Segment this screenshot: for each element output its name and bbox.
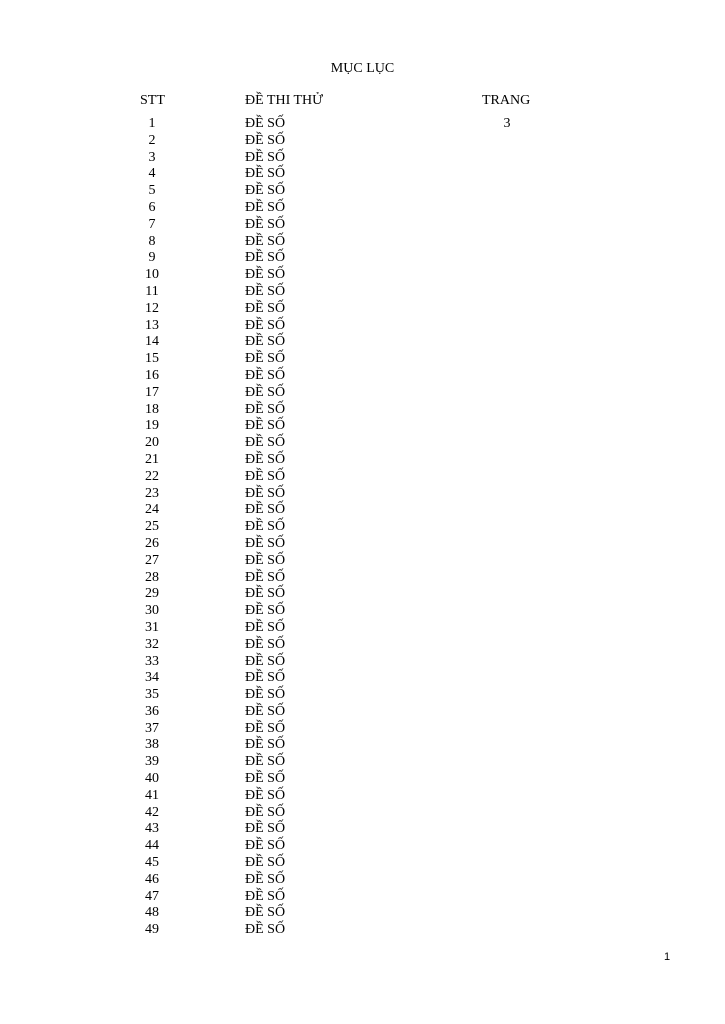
row-stt: 30 bbox=[145, 603, 159, 619]
row-stt: 3 bbox=[148, 149, 156, 165]
row-exam-label: ĐỀ SỐ bbox=[245, 384, 286, 400]
row-exam-label: ĐỀ SỐ bbox=[245, 435, 286, 451]
row-exam-label: ĐỀ SỐ bbox=[245, 703, 286, 719]
table-row bbox=[0, 889, 725, 906]
table-row bbox=[0, 402, 725, 419]
row-exam-label: ĐỀ SỐ bbox=[245, 871, 286, 887]
table-row bbox=[0, 368, 725, 385]
table-row bbox=[0, 737, 725, 754]
row-stt: 45 bbox=[145, 855, 159, 871]
row-exam-label: ĐỀ SỐ bbox=[245, 905, 286, 921]
table-row bbox=[0, 805, 725, 822]
row-stt: 29 bbox=[145, 586, 159, 602]
row-exam-label: ĐỀ SỐ bbox=[245, 351, 286, 367]
row-stt: 39 bbox=[145, 754, 159, 770]
page-title bbox=[0, 60, 725, 78]
table-row bbox=[0, 721, 725, 738]
table-row bbox=[0, 586, 725, 603]
row-stt: 46 bbox=[145, 871, 159, 887]
title-text: MỤC LỤC bbox=[330, 61, 395, 76]
table-row bbox=[0, 267, 725, 284]
row-exam-label: ĐỀ SỐ bbox=[245, 317, 286, 333]
row-exam-label: ĐỀ SỐ bbox=[245, 451, 286, 467]
table-row bbox=[0, 838, 725, 855]
row-stt: 26 bbox=[145, 535, 159, 551]
table-row bbox=[0, 166, 725, 183]
row-exam-label: ĐỀ SỐ bbox=[245, 132, 286, 148]
row-exam-label: ĐỀ SỐ bbox=[245, 754, 286, 770]
table-row bbox=[0, 351, 725, 368]
table-row bbox=[0, 603, 725, 620]
table-row bbox=[0, 334, 725, 351]
row-stt: 20 bbox=[145, 435, 159, 451]
table-row bbox=[0, 385, 725, 402]
row-stt: 27 bbox=[145, 552, 159, 568]
table-row bbox=[0, 553, 725, 570]
row-stt: 49 bbox=[145, 922, 159, 938]
row-exam-label: ĐỀ SỐ bbox=[245, 771, 286, 787]
table-row bbox=[0, 670, 725, 687]
row-stt: 38 bbox=[145, 737, 159, 753]
table-row bbox=[0, 687, 725, 704]
row-exam-label: ĐỀ SỐ bbox=[245, 216, 286, 232]
row-stt: 8 bbox=[148, 233, 156, 249]
table-row bbox=[0, 418, 725, 435]
row-exam-label: ĐỀ SỐ bbox=[245, 166, 286, 182]
row-stt: 37 bbox=[145, 720, 159, 736]
table-row bbox=[0, 183, 725, 200]
table-row bbox=[0, 452, 725, 469]
row-stt: 40 bbox=[145, 771, 159, 787]
table-row bbox=[0, 301, 725, 318]
row-exam-label: ĐỀ SỐ bbox=[245, 485, 286, 501]
row-exam-label: ĐỀ SỐ bbox=[245, 468, 286, 484]
row-page: 3 bbox=[503, 116, 511, 131]
table-row bbox=[0, 872, 725, 889]
table-row bbox=[0, 637, 725, 654]
row-stt: 21 bbox=[145, 451, 159, 467]
row-exam-label: ĐỀ SỐ bbox=[245, 569, 286, 585]
table-row bbox=[0, 150, 725, 167]
row-stt: 17 bbox=[145, 384, 159, 400]
row-stt: 44 bbox=[145, 838, 159, 854]
row-exam-label: ĐỀ SỐ bbox=[245, 149, 286, 165]
table-row bbox=[0, 200, 725, 217]
table-row bbox=[0, 704, 725, 721]
row-exam-label: ĐỀ SỐ bbox=[245, 838, 286, 854]
table-row bbox=[0, 654, 725, 671]
row-exam-label: ĐỀ SỐ bbox=[245, 720, 286, 736]
row-stt: 16 bbox=[145, 367, 159, 383]
row-exam-label: ĐỀ SỐ bbox=[245, 737, 286, 753]
row-exam-label: ĐỀ SỐ bbox=[245, 283, 286, 299]
table-row bbox=[0, 855, 725, 872]
table-row bbox=[0, 771, 725, 788]
row-stt: 24 bbox=[145, 502, 159, 518]
table-row bbox=[0, 284, 725, 301]
row-exam-label: ĐỀ SỐ bbox=[245, 670, 286, 686]
row-stt: 19 bbox=[145, 418, 159, 434]
row-exam-label: ĐỀ SỐ bbox=[245, 552, 286, 568]
row-stt: 43 bbox=[145, 821, 159, 837]
table-row bbox=[0, 116, 725, 133]
row-exam-label: ĐỀ SỐ bbox=[245, 519, 286, 535]
row-exam-label: ĐỀ SỐ bbox=[245, 855, 286, 871]
row-stt: 18 bbox=[145, 401, 159, 417]
row-exam-label: ĐỀ SỐ bbox=[245, 653, 286, 669]
row-stt: 35 bbox=[145, 687, 159, 703]
toc-list bbox=[0, 116, 725, 939]
row-exam-label: ĐỀ SỐ bbox=[245, 418, 286, 434]
row-exam-label: ĐỀ SỐ bbox=[245, 619, 286, 635]
table-row bbox=[0, 469, 725, 486]
row-exam-label: ĐỀ SỐ bbox=[245, 922, 286, 938]
row-exam-label: ĐỀ SỐ bbox=[245, 888, 286, 904]
table-row bbox=[0, 217, 725, 234]
row-exam-label: ĐỀ SỐ bbox=[245, 199, 286, 215]
row-exam-label: ĐỀ SỐ bbox=[245, 233, 286, 249]
row-stt: 48 bbox=[145, 905, 159, 921]
row-stt: 22 bbox=[145, 468, 159, 484]
row-stt: 14 bbox=[145, 334, 159, 350]
row-exam-label: ĐỀ SỐ bbox=[245, 821, 286, 837]
row-exam-label: ĐỀ SỐ bbox=[245, 183, 286, 199]
row-stt: 13 bbox=[145, 317, 159, 333]
table-row bbox=[0, 536, 725, 553]
table-row bbox=[0, 133, 725, 150]
row-stt: 31 bbox=[145, 619, 159, 635]
table-row bbox=[0, 435, 725, 452]
row-exam-label: ĐỀ SỐ bbox=[245, 300, 286, 316]
table-row bbox=[0, 905, 725, 922]
page-number: 1 bbox=[664, 951, 671, 963]
row-exam-label: ĐỀ SỐ bbox=[245, 116, 286, 131]
table-row bbox=[0, 620, 725, 637]
row-stt: 5 bbox=[148, 183, 156, 199]
table-row bbox=[0, 486, 725, 503]
table-row bbox=[0, 519, 725, 536]
row-stt: 1 bbox=[148, 116, 156, 131]
row-stt: 23 bbox=[145, 485, 159, 501]
column-header-page: TRANG bbox=[482, 93, 531, 108]
row-stt: 11 bbox=[145, 283, 159, 299]
row-exam-label: ĐỀ SỐ bbox=[245, 804, 286, 820]
row-stt: 10 bbox=[145, 267, 159, 283]
row-stt: 9 bbox=[148, 250, 156, 266]
row-exam-label: ĐỀ SỐ bbox=[245, 636, 286, 652]
table-header bbox=[0, 92, 725, 110]
table-row bbox=[0, 502, 725, 519]
table-row bbox=[0, 234, 725, 251]
column-header-exam: ĐỀ THI THỬ bbox=[245, 93, 324, 108]
column-header-stt: STT bbox=[140, 93, 165, 108]
row-stt: 6 bbox=[148, 199, 156, 215]
row-exam-label: ĐỀ SỐ bbox=[245, 401, 286, 417]
row-exam-label: ĐỀ SỐ bbox=[245, 367, 286, 383]
table-row bbox=[0, 570, 725, 587]
row-stt: 41 bbox=[145, 787, 159, 803]
row-stt: 32 bbox=[145, 636, 159, 652]
row-exam-label: ĐỀ SỐ bbox=[245, 787, 286, 803]
row-exam-label: ĐỀ SỐ bbox=[245, 267, 286, 283]
table-row bbox=[0, 788, 725, 805]
row-exam-label: ĐỀ SỐ bbox=[245, 535, 286, 551]
table-row bbox=[0, 922, 725, 939]
row-exam-label: ĐỀ SỐ bbox=[245, 250, 286, 266]
row-stt: 15 bbox=[145, 351, 159, 367]
row-exam-label: ĐỀ SỐ bbox=[245, 603, 286, 619]
table-row bbox=[0, 250, 725, 267]
row-stt: 34 bbox=[145, 670, 159, 686]
row-stt: 42 bbox=[145, 804, 159, 820]
table-row bbox=[0, 754, 725, 771]
table-row bbox=[0, 821, 725, 838]
row-stt: 47 bbox=[145, 888, 159, 904]
row-stt: 4 bbox=[148, 166, 156, 182]
table-row bbox=[0, 318, 725, 335]
row-stt: 36 bbox=[145, 703, 159, 719]
row-exam-label: ĐỀ SỐ bbox=[245, 687, 286, 703]
row-stt: 12 bbox=[145, 300, 159, 316]
row-stt: 7 bbox=[148, 216, 156, 232]
row-exam-label: ĐỀ SỐ bbox=[245, 502, 286, 518]
row-stt: 33 bbox=[145, 653, 159, 669]
row-stt: 28 bbox=[145, 569, 159, 585]
row-exam-label: ĐỀ SỐ bbox=[245, 334, 286, 350]
row-stt: 2 bbox=[148, 132, 156, 148]
row-stt: 25 bbox=[145, 519, 159, 535]
row-exam-label: ĐỀ SỐ bbox=[245, 586, 286, 602]
